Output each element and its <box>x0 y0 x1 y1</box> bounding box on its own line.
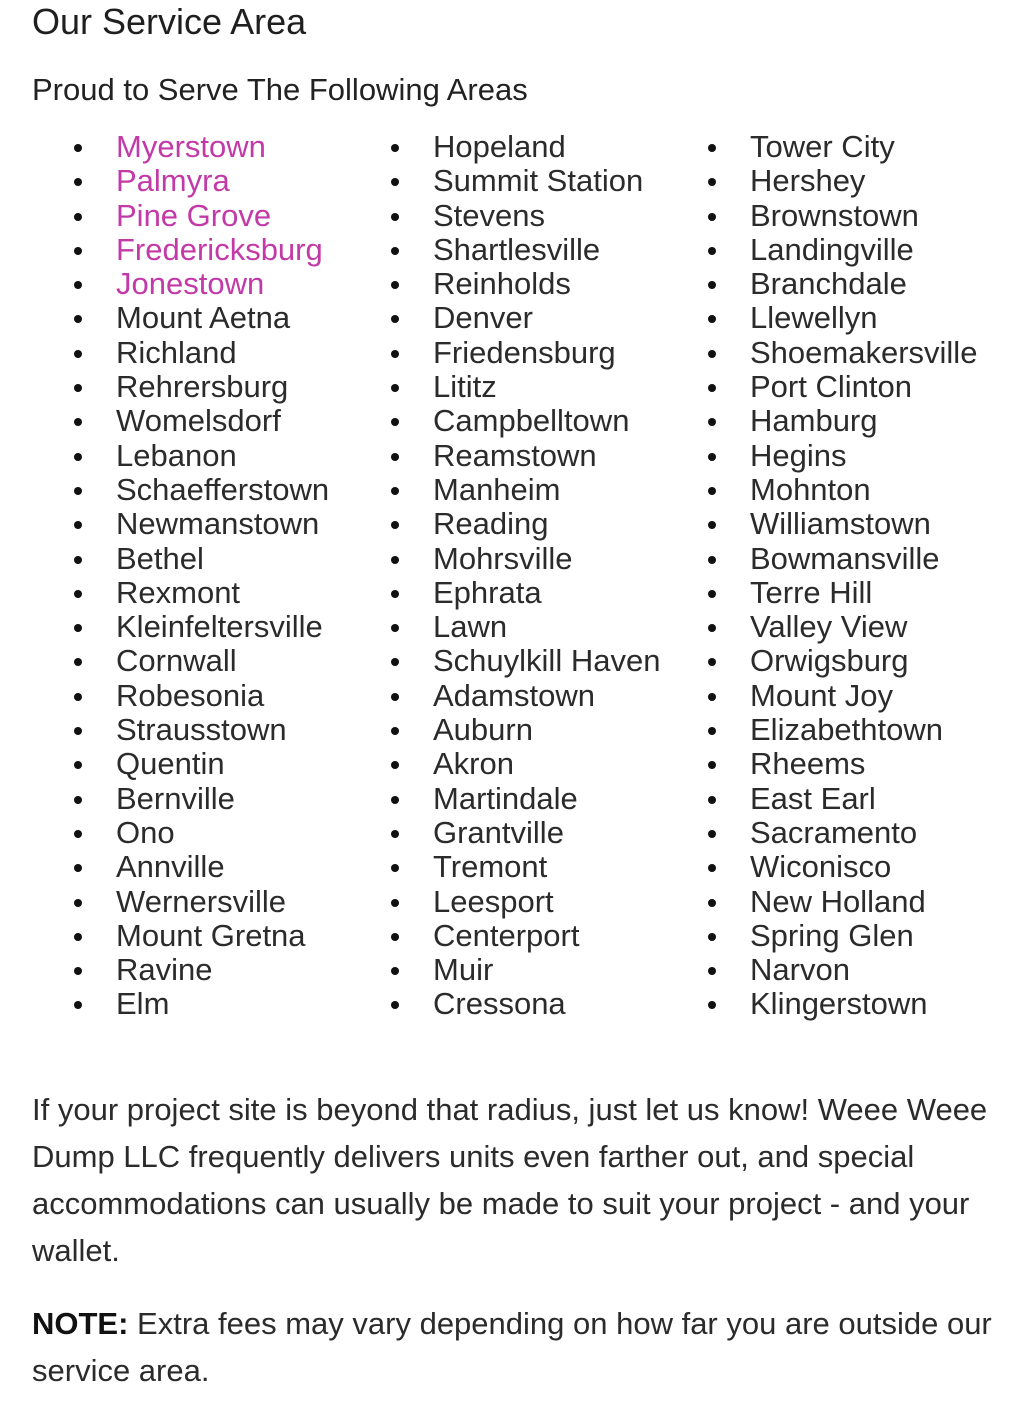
area-label: Elm <box>116 986 170 1022</box>
list-item <box>349 507 660 541</box>
list-item <box>666 199 977 233</box>
area-label: Reamstown <box>433 437 597 473</box>
area-label: Annville <box>116 849 225 885</box>
list-item <box>349 885 660 919</box>
area-label: Stevens <box>433 197 546 233</box>
area-label: Spring Glen <box>750 917 914 953</box>
area-label: Wiconisco <box>750 849 892 885</box>
list-item <box>666 747 977 781</box>
area-label: Rexmont <box>116 574 241 610</box>
area-label: Wernersville <box>116 883 286 919</box>
list-item <box>32 885 329 919</box>
list-item <box>349 610 660 644</box>
area-label: Martindale <box>433 780 578 816</box>
area-label: Mohnton <box>750 471 871 507</box>
area-label: Schuylkill Haven <box>433 643 661 679</box>
list-item <box>349 439 660 473</box>
list-item <box>349 164 660 198</box>
list-item <box>349 576 660 610</box>
area-label: Terre Hill <box>750 574 873 610</box>
area-label: Auburn <box>433 712 533 748</box>
area-label: New Holland <box>750 883 926 919</box>
service-area-section <box>32 0 992 1388</box>
list-item <box>32 782 329 816</box>
list-item <box>666 404 977 438</box>
area-link[interactable]: Palmyra <box>116 163 230 199</box>
area-label: Richland <box>116 334 237 370</box>
list-item <box>349 953 660 987</box>
area-label: Tremont <box>433 849 548 885</box>
area-label: Cornwall <box>116 643 237 679</box>
list-item <box>666 542 977 576</box>
area-label: Valley View <box>750 609 908 645</box>
list-item <box>349 404 660 438</box>
list-item <box>666 336 977 370</box>
list-item <box>666 576 977 610</box>
area-label: Akron <box>433 746 514 782</box>
list-item[interactable] <box>32 199 329 233</box>
area-label: Kleinfeltersville <box>116 609 323 645</box>
area-label: Hamburg <box>750 403 878 439</box>
area-label: Ravine <box>116 952 213 988</box>
list-item <box>32 404 329 438</box>
area-label: Rehrersburg <box>116 369 289 405</box>
area-label: Branchdale <box>750 266 907 302</box>
note-paragraph <box>32 1300 992 1394</box>
list-item <box>349 679 660 713</box>
area-label: Elizabethtown <box>750 712 944 748</box>
area-label: Ono <box>116 814 175 850</box>
area-label: East Earl <box>750 780 876 816</box>
list-item <box>32 542 329 576</box>
area-label: Brownstown <box>750 197 919 233</box>
list-item <box>32 576 329 610</box>
area-label: Shartlesville <box>433 231 601 267</box>
area-label: Shoemakersville <box>750 334 978 370</box>
area-label: Tower City <box>750 129 895 164</box>
list-item <box>32 370 329 404</box>
list-item <box>666 644 977 678</box>
area-label: Ephrata <box>433 574 542 610</box>
list-item <box>349 199 660 233</box>
area-label: Centerport <box>433 917 580 953</box>
area-label: Lawn <box>433 609 508 645</box>
area-label: Hopeland <box>433 129 566 164</box>
area-label: Hegins <box>750 437 847 473</box>
list-item <box>666 679 977 713</box>
list-item <box>666 782 977 816</box>
area-label: Schaefferstown <box>116 471 330 507</box>
note-label: NOTE: <box>32 1306 129 1341</box>
list-item <box>349 713 660 747</box>
list-item <box>32 439 329 473</box>
area-label: Orwigsburg <box>750 643 909 679</box>
service-area-columns <box>32 130 992 1020</box>
area-label: Denver <box>433 300 533 336</box>
area-label: Landingville <box>750 231 914 267</box>
list-item <box>32 610 329 644</box>
list-item <box>349 130 660 164</box>
list-item[interactable] <box>32 130 329 164</box>
list-item <box>349 370 660 404</box>
list-item <box>32 679 329 713</box>
area-label: Rheems <box>750 746 866 782</box>
area-label: Port Clinton <box>750 369 912 405</box>
list-item[interactable] <box>32 267 329 301</box>
list-item <box>666 987 977 1021</box>
list-item <box>666 267 977 301</box>
area-label: Leesport <box>433 883 554 919</box>
list-item <box>349 919 660 953</box>
list-item <box>32 644 329 678</box>
list-item <box>666 953 977 987</box>
radius-paragraph: If your project site is beyond that radius, just let us know! Weee Weee Dump LLC frequently delivers units even farther out, and special accommodations can usually be made to suit your project - and your wallet. <box>32 1092 988 1268</box>
area-list-column-3 <box>666 130 977 1022</box>
list-item[interactable] <box>32 164 329 198</box>
area-label: Reading <box>433 506 549 542</box>
area-label: Adamstown <box>433 677 595 713</box>
list-item <box>349 816 660 850</box>
area-link[interactable]: Fredericksburg <box>116 231 323 267</box>
area-label: Sacramento <box>750 814 918 850</box>
list-item <box>666 473 977 507</box>
list-item <box>666 301 977 335</box>
list-item <box>666 233 977 267</box>
list-item <box>349 267 660 301</box>
area-label: Mount Gretna <box>116 917 306 953</box>
list-item <box>666 713 977 747</box>
list-item <box>349 747 660 781</box>
page-subtitle: Proud to Serve The Following Areas <box>32 72 528 107</box>
list-item <box>349 336 660 370</box>
list-item <box>349 644 660 678</box>
list-item <box>32 507 329 541</box>
list-item <box>666 816 977 850</box>
list-item <box>666 370 977 404</box>
area-label: Newmanstown <box>116 506 320 542</box>
area-label: Cressona <box>433 986 566 1022</box>
area-link[interactable]: Jonestown <box>116 266 265 302</box>
list-item <box>32 301 329 335</box>
list-item <box>666 164 977 198</box>
area-label: Lebanon <box>116 437 237 473</box>
list-item <box>32 816 329 850</box>
area-label: Mount Aetna <box>116 300 291 336</box>
list-item <box>32 850 329 884</box>
list-item <box>32 473 329 507</box>
area-label: Lititz <box>433 369 497 405</box>
list-item <box>349 301 660 335</box>
area-label: Muir <box>433 952 494 988</box>
area-label: Llewellyn <box>750 300 878 336</box>
list-item <box>349 233 660 267</box>
list-item <box>349 782 660 816</box>
area-label: Bernville <box>116 780 235 816</box>
list-item <box>32 987 329 1021</box>
list-item <box>32 953 329 987</box>
area-list-column-2 <box>349 130 660 1022</box>
list-item <box>32 713 329 747</box>
area-link[interactable]: Myerstown <box>116 129 266 164</box>
list-item <box>666 610 977 644</box>
area-label: Narvon <box>750 952 850 988</box>
area-label: Campbelltown <box>433 403 630 439</box>
area-label: Hershey <box>750 163 866 199</box>
area-label: Mohrsville <box>433 540 573 576</box>
area-label: Quentin <box>116 746 225 782</box>
list-item <box>666 507 977 541</box>
area-list-column-1 <box>32 130 329 1022</box>
list-item <box>666 130 977 164</box>
list-item <box>666 885 977 919</box>
list-item[interactable] <box>32 233 329 267</box>
list-item <box>349 850 660 884</box>
area-label: Reinholds <box>433 266 571 302</box>
area-label: Strausstown <box>116 712 287 748</box>
area-link[interactable]: Pine Grove <box>116 197 272 233</box>
list-item <box>666 439 977 473</box>
area-label: Williamstown <box>750 506 931 542</box>
area-label: Summit Station <box>433 163 644 199</box>
area-label: Bethel <box>116 540 204 576</box>
list-item <box>32 747 329 781</box>
list-item <box>349 987 660 1021</box>
list-item <box>666 919 977 953</box>
list-item <box>666 850 977 884</box>
note-text: Extra fees may vary depending on how far you are outside our service area. <box>32 1306 992 1388</box>
area-label: Manheim <box>433 471 561 507</box>
area-label: Mount Joy <box>750 677 894 713</box>
area-label: Friedensburg <box>433 334 616 370</box>
area-label: Bowmansville <box>750 540 940 576</box>
list-item <box>32 919 329 953</box>
area-label: Womelsdorf <box>116 403 281 439</box>
area-label: Robesonia <box>116 677 265 713</box>
list-item <box>349 473 660 507</box>
area-label: Grantville <box>433 814 564 850</box>
list-item <box>349 542 660 576</box>
list-item <box>32 336 329 370</box>
area-label: Klingerstown <box>750 986 928 1022</box>
page-title: Our Service Area <box>32 1 307 42</box>
